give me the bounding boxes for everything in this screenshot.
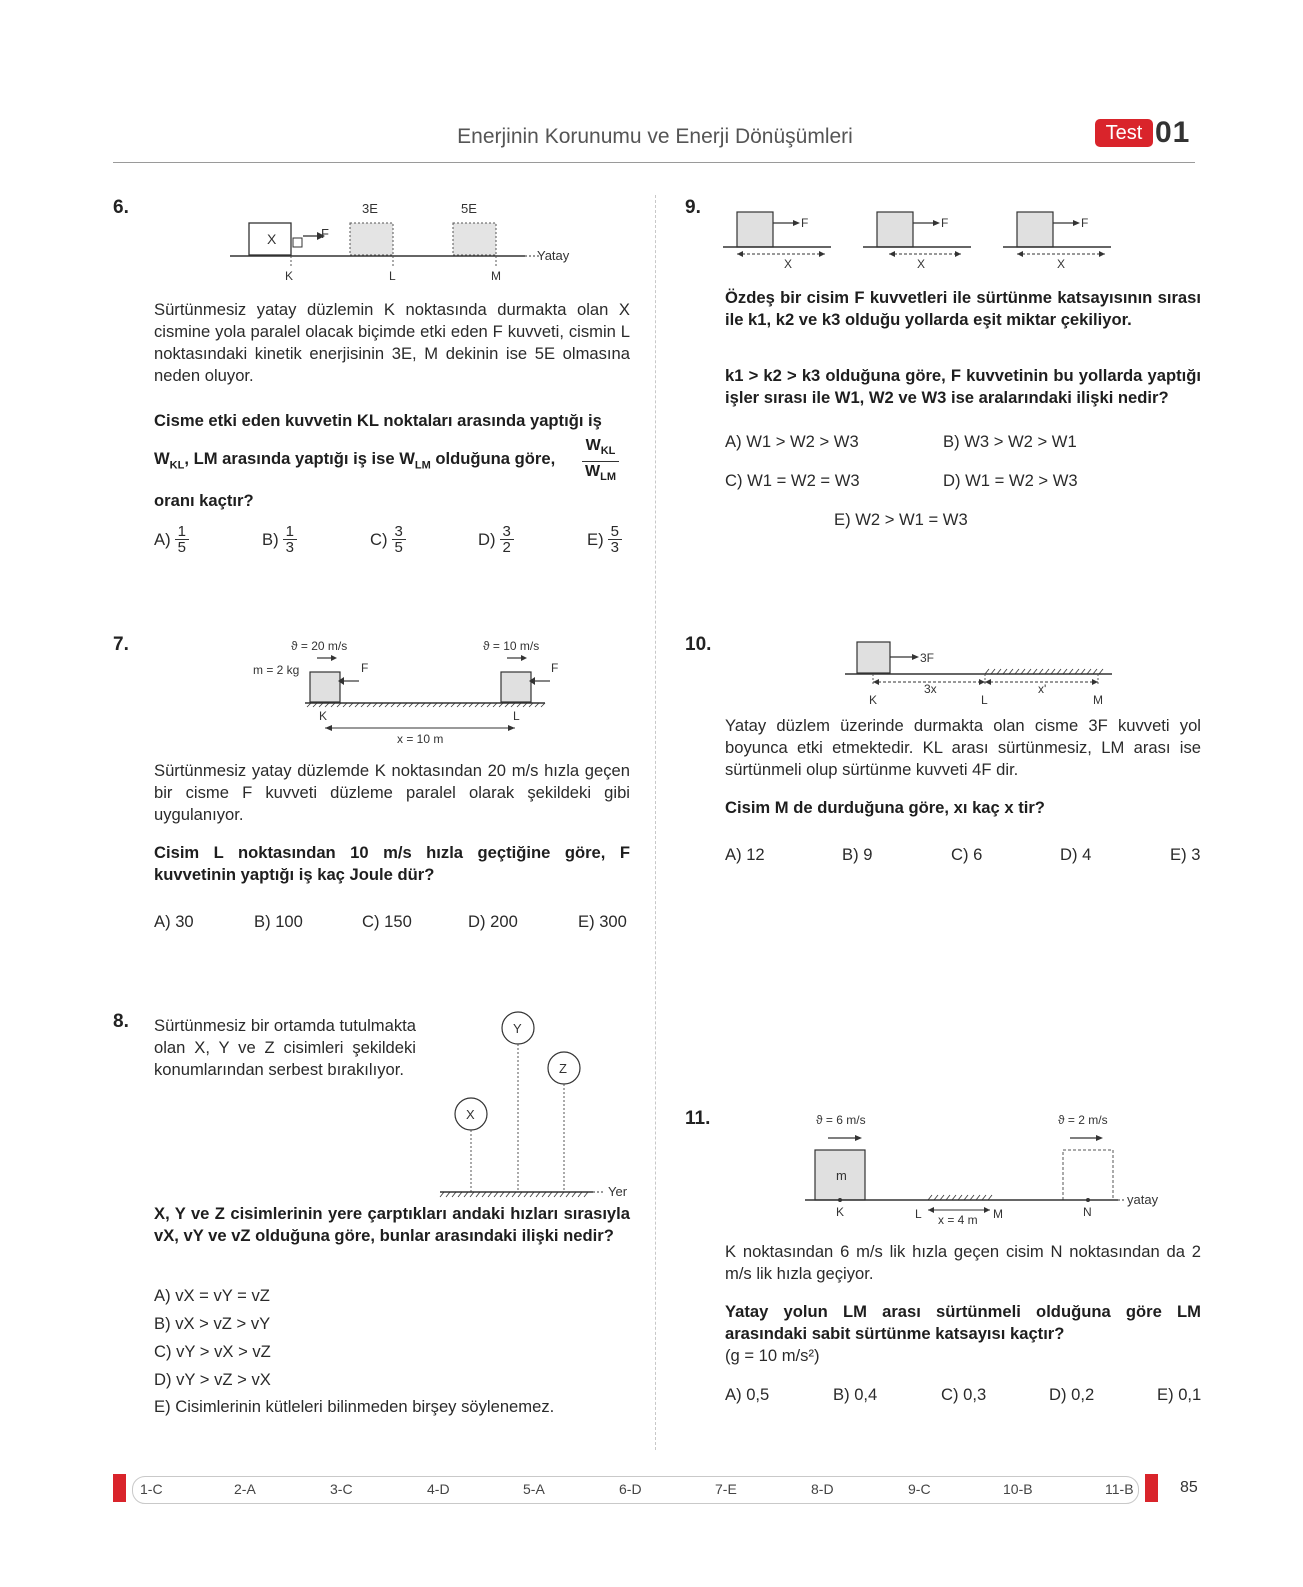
answer-key-item: 5-A bbox=[523, 1481, 545, 1497]
q10-figure bbox=[840, 636, 1120, 711]
q7-label-mass: m = 2 kg bbox=[253, 663, 300, 677]
q6-label-m: M bbox=[491, 269, 501, 283]
q11-label-mm: M bbox=[993, 1207, 1003, 1221]
q7-figure bbox=[245, 636, 565, 746]
q11-label-x: x = 4 m bbox=[938, 1213, 978, 1227]
q6-option-b[interactable]: B) $\frac{1}{3}$ bbox=[262, 524, 297, 555]
q8-option-a[interactable]: A) vX = vY = vZ bbox=[154, 1286, 270, 1305]
test-badge: Test bbox=[1095, 119, 1153, 147]
q8-question: X, Y ve Z cisimlerinin yere çarptıkları andaki hızları sırasıyla vX, vY ve vZ olduğuna göre, bunlar arasındaki ilişki nedir? bbox=[154, 1204, 630, 1245]
q6-question-line3: oranı kaçtır? bbox=[154, 491, 254, 510]
header-rule bbox=[113, 162, 1195, 163]
q9-figure bbox=[723, 205, 1113, 275]
q9-label-x2: X bbox=[917, 257, 926, 271]
q6-label-k: K bbox=[285, 269, 294, 283]
answer-key-item: 3-C bbox=[330, 1481, 353, 1497]
q10-label-force: 3F bbox=[920, 651, 935, 665]
q10-label-m: M bbox=[1093, 693, 1103, 707]
q6-option-e[interactable]: E) $\frac{5}{3}$ bbox=[587, 524, 622, 555]
q9-track-2 bbox=[863, 212, 971, 271]
q11-label-yatay: yatay bbox=[1127, 1192, 1159, 1207]
q9-text: Özdeş bir cisim F kuvvetleri ile sürtünme katsayısının sırası ile k1, k2 ve k3 olduğu yollarda eşit miktar çekiliyor. bbox=[725, 288, 1201, 329]
q9-track-3 bbox=[1003, 212, 1111, 271]
q6-option-d[interactable]: D) $\frac{3}{2}$ bbox=[478, 524, 514, 555]
q11-label-n: N bbox=[1083, 1205, 1092, 1219]
page-number: 85 bbox=[1180, 1479, 1198, 1496]
q9-label-x1: X bbox=[784, 257, 793, 271]
q7-question: Cisim L noktasından 10 m/s hızla geçtiğine göre, F kuvvetinin yaptığı iş kaç Joule dür? bbox=[154, 843, 630, 884]
q8-option-c[interactable]: C) vY > vX > vZ bbox=[154, 1342, 271, 1361]
question-number-6: 6. bbox=[113, 197, 129, 218]
q8-option-b[interactable]: B) vX > vZ > vY bbox=[154, 1314, 271, 1333]
q7-label-v1: ϑ = 20 m/s bbox=[291, 639, 348, 653]
q7-text: Sürtünmesiz yatay düzlemde K noktasından 20 m/s hızla geçen bir cisme F kuvveti düzleme paralel olarak şekildeki gibi uygulanıyor. bbox=[154, 761, 630, 824]
answer-key-item: 4-D bbox=[427, 1481, 450, 1497]
q10-text: Yatay düzlem üzerinde durmakta olan cisme 3F kuvveti yol boyunca etki etmektedir. KL arası sürtünmesiz, LM arası ise sürtünmeli olup sürtünme kuvveti 4F dir. bbox=[725, 716, 1201, 779]
q10-option-e[interactable]: E) 3 bbox=[1170, 845, 1201, 864]
q9-option-a[interactable]: A) W1 > W2 > W3 bbox=[725, 432, 859, 451]
q11-option-b[interactable]: B) 0,4 bbox=[833, 1385, 878, 1404]
q6-question-line2: $W_{KL}$, LM arasında yaptığı iş ise $W_{LM}$ olduğuna göre, bbox=[154, 449, 556, 472]
q10-label-3x: 3x bbox=[924, 682, 937, 696]
q9-label-f3: F bbox=[1081, 216, 1089, 230]
q6-label-yatay: Yatay bbox=[537, 248, 570, 263]
q11-figure bbox=[800, 1110, 1170, 1230]
q7-option-e[interactable]: E) 300 bbox=[578, 912, 627, 931]
q7-label-k: K bbox=[319, 709, 328, 723]
answer-key-item: 7-E bbox=[715, 1481, 737, 1497]
q11-label-k: K bbox=[836, 1205, 845, 1219]
question-number-8: 8. bbox=[113, 1011, 129, 1032]
answer-key-item: 8-D bbox=[811, 1481, 834, 1497]
answer-bar-right-accent bbox=[1145, 1474, 1158, 1502]
q9-option-c[interactable]: C) W1 = W2 = W3 bbox=[725, 471, 860, 490]
q6-label-l: L bbox=[389, 269, 396, 283]
q11-g-value: (g = 10 m/s²) bbox=[725, 1346, 820, 1365]
q9-option-d[interactable]: D) W1 = W2 > W3 bbox=[943, 471, 1078, 490]
q10-question: Cisim M de durduğuna göre, xı kaç x tir? bbox=[725, 798, 1045, 817]
q9-label-x3: X bbox=[1057, 257, 1066, 271]
q10-option-b[interactable]: B) 9 bbox=[842, 845, 873, 864]
q7-label-l: L bbox=[513, 709, 520, 723]
q11-text: K noktasından 6 m/s lik hızla geçen cisim N noktasından da 2 m/s lik hızla geçiyor. bbox=[725, 1242, 1201, 1283]
question-number-11: 11. bbox=[685, 1108, 711, 1129]
q8-label-y: Y bbox=[513, 1021, 522, 1036]
column-divider bbox=[655, 195, 656, 1450]
q11-label-l: L bbox=[915, 1207, 922, 1221]
q6-label-x: X bbox=[267, 231, 277, 247]
q6-text: Sürtünmesiz yatay düzlemin K noktasında durmakta olan X cismine yola paralel olacak biçimde etki eden F kuvveti, cismin L noktasındaki kinetik enerjisinin 3E, M dekinin ise 5E olmasına neden oluyor. bbox=[154, 300, 630, 385]
q8-option-e[interactable]: E) Cisimlerinin kütleleri bilinmeden birşey söylenemez. bbox=[154, 1397, 555, 1416]
q11-option-c[interactable]: C) 0,3 bbox=[941, 1385, 987, 1404]
q10-label-k: K bbox=[869, 693, 878, 707]
q6-question-line1: Cisme etki eden kuvvetin KL noktaları arasında yaptığı iş bbox=[154, 411, 602, 430]
q9-option-b[interactable]: B) W3 > W2 > W1 bbox=[943, 432, 1077, 451]
q6-option-a[interactable]: A) $\frac{1}{5}$ bbox=[154, 524, 189, 555]
q7-label-f1: F bbox=[361, 661, 369, 675]
q9-option-e[interactable]: E) W2 > W1 = W3 bbox=[834, 510, 968, 529]
q6-figure bbox=[225, 198, 585, 288]
question-number-10: 10. bbox=[685, 634, 712, 655]
question-number-9: 9. bbox=[685, 197, 701, 218]
q7-option-c[interactable]: C) 150 bbox=[362, 912, 412, 931]
answer-bar-left-accent bbox=[113, 1474, 126, 1502]
q7-option-b[interactable]: B) 100 bbox=[254, 912, 303, 931]
q11-option-e[interactable]: E) 0,1 bbox=[1157, 1385, 1202, 1404]
q8-text: Sürtünmesiz bir ortamda tutulmakta olan X, Y ve Z cisimleri şekildeki konumlarından serbest bırakılıyor. bbox=[154, 1016, 416, 1079]
q11-label-v1: ϑ = 6 m/s bbox=[816, 1113, 866, 1127]
q9-label-f1: F bbox=[801, 216, 809, 230]
test-number: 01 bbox=[1155, 116, 1191, 149]
q7-label-x: x = 10 m bbox=[397, 732, 444, 746]
page-header-title: Enerjinin Korunumu ve Enerji Dönüşümleri bbox=[457, 125, 853, 148]
q11-option-d[interactable]: D) 0,2 bbox=[1049, 1385, 1095, 1404]
q7-option-d[interactable]: D) 200 bbox=[468, 912, 518, 931]
answer-key-item: 9-C bbox=[908, 1481, 931, 1497]
q6-label-5e: 5E bbox=[461, 201, 477, 216]
q10-option-c[interactable]: C) 6 bbox=[951, 845, 983, 864]
q10-label-xprime: x' bbox=[1038, 682, 1047, 696]
q8-label-yer: Yer bbox=[608, 1184, 628, 1199]
q11-option-a[interactable]: A) 0,5 bbox=[725, 1385, 770, 1404]
q10-label-l: L bbox=[981, 693, 988, 707]
q9-track-1 bbox=[723, 212, 831, 271]
q7-label-v2: ϑ = 10 m/s bbox=[483, 639, 540, 653]
q9-label-f2: F bbox=[941, 216, 949, 230]
q6-option-c[interactable]: C) $\frac{3}{5}$ bbox=[370, 524, 406, 555]
q10-option-d[interactable]: D) 4 bbox=[1060, 845, 1092, 864]
q7-label-f2: F bbox=[551, 661, 559, 675]
answer-key-item: 1-C bbox=[140, 1481, 163, 1497]
q8-option-d[interactable]: D) vY > vZ > vX bbox=[154, 1370, 271, 1389]
q11-label-m: m bbox=[836, 1168, 847, 1183]
answer-key-item: 6-D bbox=[619, 1481, 642, 1497]
q8-label-z: Z bbox=[559, 1061, 567, 1076]
answer-key-item: 10-B bbox=[1003, 1481, 1033, 1497]
q7-option-a[interactable]: A) 30 bbox=[154, 912, 194, 931]
q6-label-f: F bbox=[321, 226, 329, 241]
q6-ratio-fraction: $\frac{W_{KL}}{W_{LM}}$ bbox=[582, 436, 619, 487]
q10-option-a[interactable]: A) 12 bbox=[725, 845, 765, 864]
q11-label-v2: ϑ = 2 m/s bbox=[1058, 1113, 1108, 1127]
q8-figure bbox=[435, 1010, 640, 1200]
q6-label-3e: 3E bbox=[362, 201, 378, 216]
q9-question: k1 > k2 > k3 olduğuna göre, F kuvvetinin bu yollarda yaptığı işler sırası ile W1, W2 ve W3 ise aralarındaki ilişki nedir? bbox=[725, 366, 1201, 407]
answer-key-item: 11-B bbox=[1105, 1481, 1134, 1497]
q8-label-x: X bbox=[466, 1107, 475, 1122]
question-number-7: 7. bbox=[113, 634, 129, 655]
q11-question: Yatay yolun LM arası sürtünmeli olduğuna göre LM arasındaki sabit sürtünme katsayısı kaçtır? bbox=[725, 1302, 1201, 1343]
answer-key-item: 2-A bbox=[234, 1481, 256, 1497]
